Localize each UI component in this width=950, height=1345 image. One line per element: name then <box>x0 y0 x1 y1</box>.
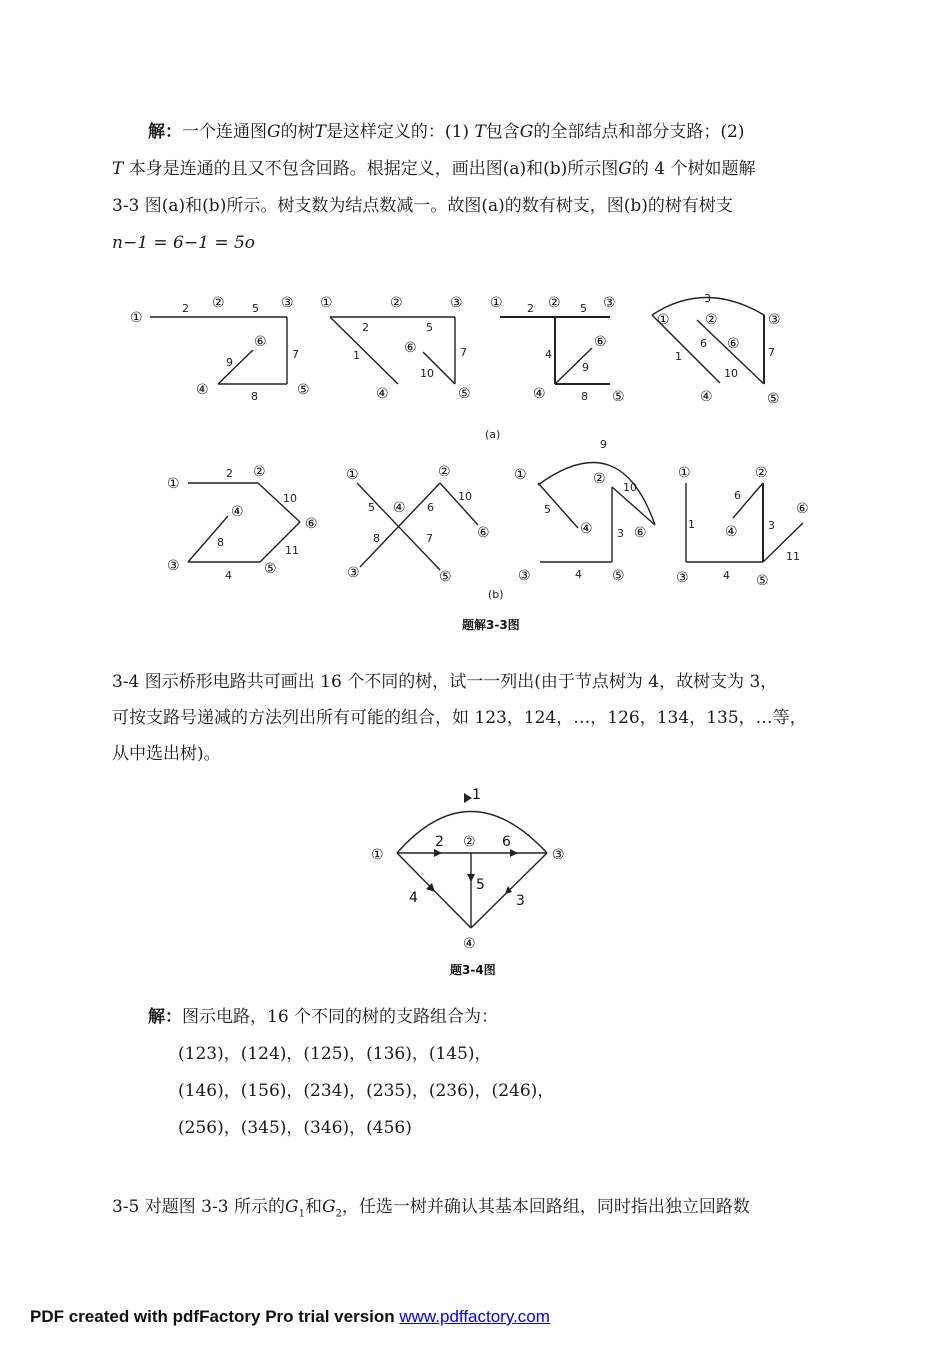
solution-33-line-1: 解：一个连通图G的树T是这样定义的：(1) T包含G的全部结点和部分支路；(2) <box>148 122 745 142</box>
node-2: ② <box>548 295 561 311</box>
node-1: ① <box>657 312 670 328</box>
branch-label: 6 <box>700 337 707 350</box>
branch-label-1: 1 <box>472 787 481 803</box>
solution-33-line-4: n−1 = 6−1 = 5o <box>112 233 256 253</box>
node-1: ① <box>678 465 691 481</box>
branch-label: 2 <box>362 321 369 334</box>
branch-6-arrow <box>510 849 518 857</box>
solution-34-intro: 解：图示电路，16 个不同的树的支路组合为： <box>148 1007 499 1027</box>
branch-label: 5 <box>426 321 433 334</box>
node-1: ① <box>514 467 527 483</box>
node-5: ⑤ <box>439 569 452 585</box>
figure-33-caption: 题解3-3图 <box>462 618 520 632</box>
pdffactory-link[interactable]: www.pdffactory.com <box>399 1307 550 1326</box>
node-2: ② <box>212 295 225 311</box>
solution-34-row-3: (256)，(345)，(346)，(456) <box>178 1118 412 1138</box>
branch-label: 7 <box>426 532 433 545</box>
branch-label: 3 <box>768 519 775 532</box>
branch-label: 4 <box>723 569 730 582</box>
branch-3-arrow <box>505 886 512 894</box>
branch-label: 4 <box>575 568 582 581</box>
problem-34-line-2: 可按支路号递减的方法列出所有可能的组合，如 123，124，…，126，134，135，…等， <box>112 708 807 728</box>
branch-label: 8 <box>251 390 258 403</box>
node-6: ⑥ <box>796 501 809 517</box>
branch-label: 10 <box>724 367 738 380</box>
figure-3-3 <box>0 270 950 640</box>
branch-label: 1 <box>353 349 360 362</box>
node-6: ⑥ <box>254 334 267 350</box>
node-2: ② <box>438 464 451 480</box>
subfigure-a-label: (a) <box>485 428 501 441</box>
node-5: ⑤ <box>612 568 625 584</box>
node-1: ① <box>371 847 384 863</box>
branch-label: 3 <box>704 292 711 305</box>
branch-label: 4 <box>225 569 232 582</box>
branch-label: 2 <box>226 467 233 480</box>
node-3: ③ <box>552 847 565 863</box>
node-2: ② <box>593 471 606 487</box>
problem-35-line-1: 3-5 对题图 3-3 所示的$G_1$和$G_2$，任选一树并确认其基本回路组，同时指出独立回路数 <box>112 1197 750 1220</box>
node-6: ⑥ <box>634 525 647 541</box>
node-1: ① <box>130 310 143 326</box>
node-2: ② <box>705 312 718 328</box>
subfigure-b-label: (b) <box>488 588 504 601</box>
node-6: ⑥ <box>404 340 417 356</box>
node-4: ④ <box>196 382 209 398</box>
branch-label: 5 <box>544 503 551 516</box>
node-4: ④ <box>580 521 593 537</box>
branch-label-4: 4 <box>409 890 418 906</box>
branch-label: 5 <box>580 302 587 315</box>
problem-34-line-1: 3-4 图示桥形电路共可画出 16 个不同的树，试一一列出(由于节点树为 4，故树支为 3， <box>112 672 778 692</box>
node-3: ③ <box>676 570 689 586</box>
branch-label: 5 <box>368 501 375 514</box>
figure-3-4 <box>360 780 600 980</box>
node-5: ⑤ <box>297 382 310 398</box>
branch-label: 7 <box>460 346 467 359</box>
branch-label-5: 5 <box>476 877 485 893</box>
branch-label-2: 2 <box>435 834 444 850</box>
branch-label: 10 <box>420 367 434 380</box>
branch-label-6: 6 <box>502 834 511 850</box>
branch-label: 10 <box>283 492 297 505</box>
node-6: ⑥ <box>305 516 318 532</box>
node-3: ③ <box>281 295 294 311</box>
node-6: ⑥ <box>594 334 607 350</box>
solution-34-row-2: (146)，(156)，(234)，(235)，(236)，(246)， <box>178 1081 555 1101</box>
pdf-footer: PDF created with pdfFactory Pro trial version www.pdffactory.com <box>30 1307 550 1326</box>
node-5: ⑤ <box>767 391 780 407</box>
node-5: ⑤ <box>756 573 769 589</box>
branch-1-arrow <box>464 793 472 803</box>
branch-label: 9 <box>226 356 233 369</box>
branch-label: 11 <box>285 544 299 557</box>
node-2: ② <box>390 295 403 311</box>
branch-label: 7 <box>768 346 775 359</box>
branch-2-arrow <box>434 849 442 857</box>
branch-label: 11 <box>786 550 800 563</box>
solution-34-row-1: (123)，(124)，(125)，(136)，(145)， <box>178 1044 492 1064</box>
node-3: ③ <box>518 568 531 584</box>
node-6: ⑥ <box>727 336 740 352</box>
node-1: ① <box>346 467 359 483</box>
node-5: ⑤ <box>612 389 625 405</box>
node-2: ② <box>253 464 266 480</box>
node-3: ③ <box>768 312 781 328</box>
branch-label: 8 <box>581 390 588 403</box>
solution-33-line-3: 3-3 图(a)和(b)所示。树支数为结点数减一。故图(a)的数有树支，图(b)的树有树支 <box>112 196 733 216</box>
branch-label: 6 <box>734 489 741 502</box>
node-2: ② <box>463 834 476 850</box>
T-symbol: T <box>474 122 486 142</box>
branch-label: 1 <box>675 350 682 363</box>
node-4: ④ <box>725 524 738 540</box>
branch-label: 4 <box>545 348 552 361</box>
node-4: ④ <box>376 386 389 402</box>
node-1: ① <box>320 295 333 311</box>
branch-label: 8 <box>217 536 224 549</box>
node-4: ④ <box>700 389 713 405</box>
figure-34-caption: 题3-4图 <box>450 963 496 977</box>
node-4: ④ <box>393 500 406 516</box>
node-2: ② <box>755 465 768 481</box>
branch-label: 9 <box>600 438 607 451</box>
branch-label: 9 <box>582 361 589 374</box>
solution-33-line-2: T 本身是连通的且又不包含回路。根据定义，画出图(a)和(b)所示图G的 4 个树如题解 <box>112 159 756 179</box>
branch-label: 7 <box>292 348 299 361</box>
branch-5-arrow <box>467 874 475 882</box>
node-1: ① <box>167 476 180 492</box>
node-5: ⑤ <box>264 561 277 577</box>
node-4: ④ <box>231 504 244 520</box>
node-3: ③ <box>450 295 463 311</box>
branch-label: 10 <box>458 490 472 503</box>
node-5: ⑤ <box>458 386 471 402</box>
branch-label: 1 <box>688 518 695 531</box>
branch-label-3: 3 <box>516 893 525 909</box>
node-6: ⑥ <box>477 525 490 541</box>
node-4: ④ <box>533 386 546 402</box>
node-1: ① <box>490 295 503 311</box>
node-3: ③ <box>167 558 180 574</box>
problem-34-line-3: 从中选出树)。 <box>112 744 221 764</box>
node-3: ③ <box>603 295 616 311</box>
branch-label: 2 <box>527 302 534 315</box>
node-4: ④ <box>463 936 476 952</box>
branch-label: 10 <box>623 481 637 494</box>
branch-label: 2 <box>182 302 189 315</box>
node-3: ③ <box>347 565 360 581</box>
branch-label: 3 <box>617 527 624 540</box>
branch-label: 5 <box>252 302 259 315</box>
branch-label: 8 <box>373 532 380 545</box>
branch-label: 6 <box>427 501 434 514</box>
